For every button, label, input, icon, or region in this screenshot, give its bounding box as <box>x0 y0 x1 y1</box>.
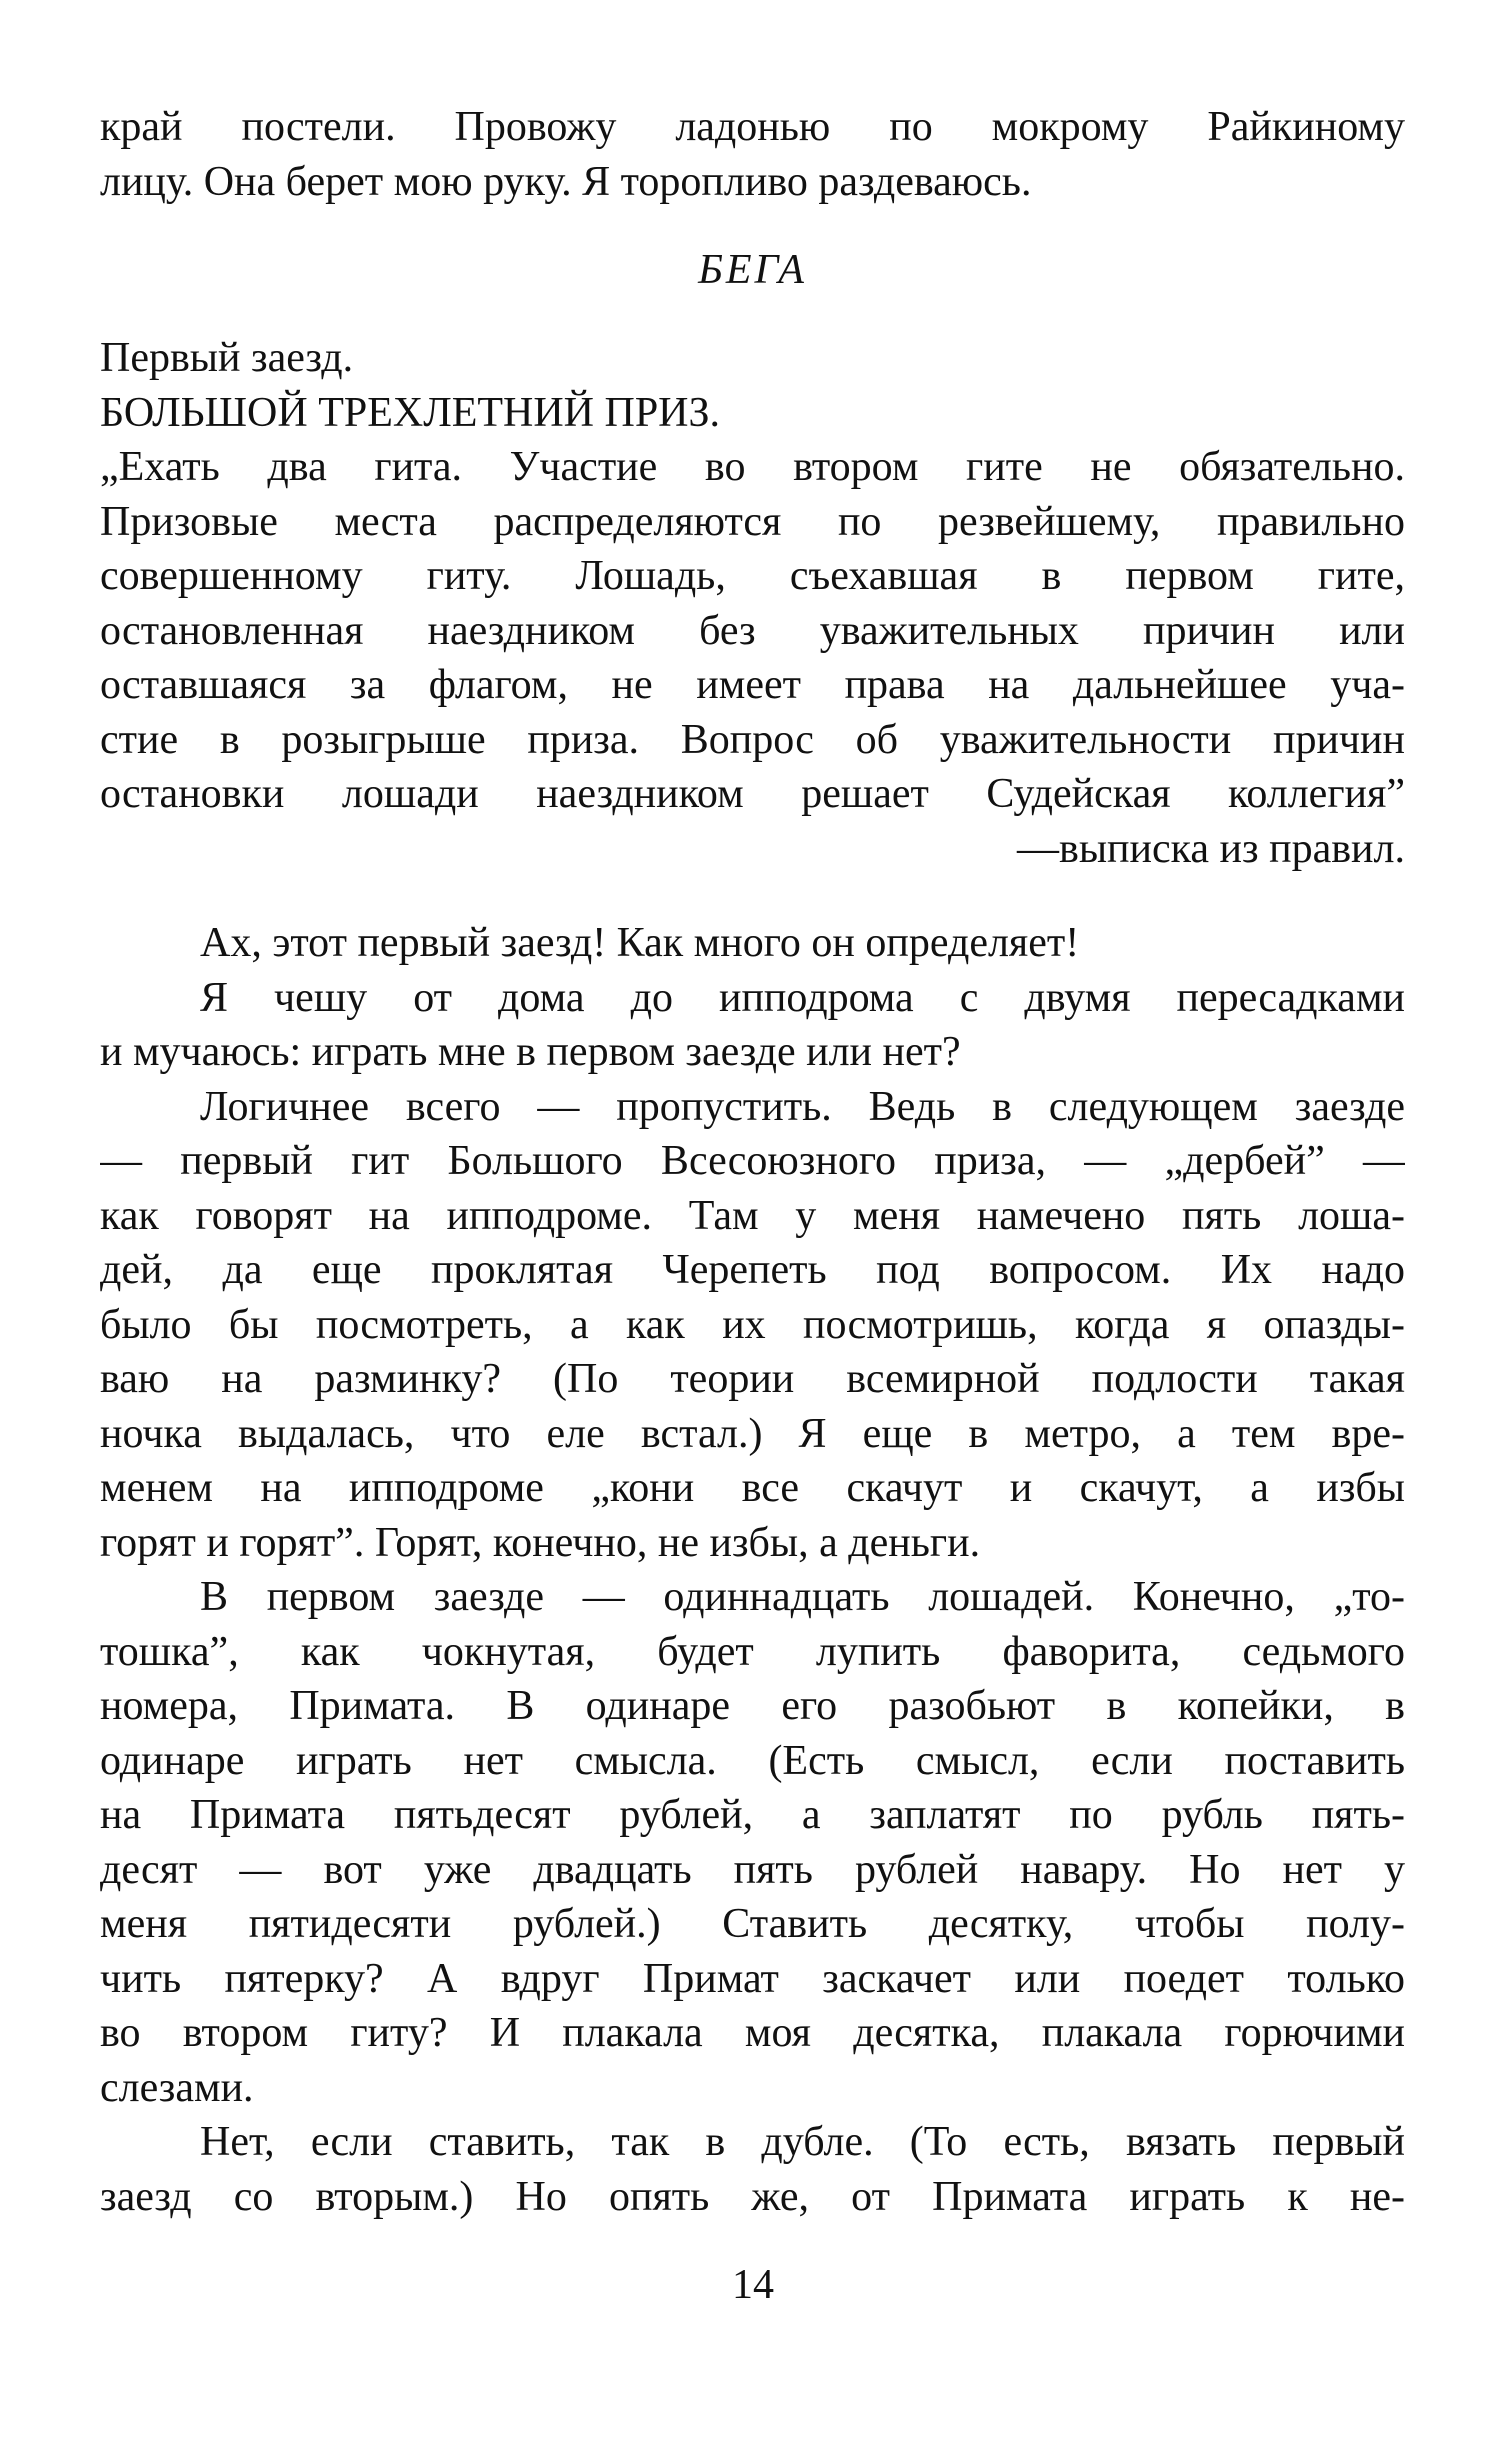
quote-line: совершенному гиту. Лошадь, съехавшая в первом гите, <box>100 553 1405 599</box>
paragraph <box>100 1080 1405 1571</box>
text-line: Нет, если ставить, так в дубле. (То есть, вязать первый <box>200 2119 1405 2165</box>
text-line: лицу. Она берет мою руку. Я торопливо раздеваюсь. <box>100 158 1032 205</box>
text-line: номера, Примата. В одинаре его разобьют в копейки, в <box>100 1683 1405 1729</box>
text-line: было бы посмотреть, а как их посмотришь, когда я опазды- <box>100 1301 1405 1348</box>
text-line: чить пятерку? А вдруг Примат заскачет или поедет только <box>100 1955 1405 2002</box>
text-line: горят и горят”. Горят, конечно, не избы, а деньги. <box>100 1519 981 1566</box>
quote-line: оставшаяся за флагом, не имеет права на дальнейшее уча- <box>100 662 1405 708</box>
text-line: дей, да еще проклятая Черепеть под вопросом. Их надо <box>100 1247 1405 1293</box>
paragraph-gap <box>100 876 1405 916</box>
paragraph <box>100 2115 1405 2224</box>
race-header <box>100 331 1405 440</box>
text-line: Логичнее всего — пропустить. Ведь в следующем заезде <box>200 1083 1405 1130</box>
opening-paragraph <box>100 100 1405 209</box>
page-body <box>100 100 1405 2224</box>
quote-line: Призовые места распределяются по резвейшему, правильно <box>100 498 1405 545</box>
text-line: В первом заезде — одиннадцать лошадей. Конечно, „то- <box>200 1574 1405 1620</box>
rules-quote <box>100 440 1405 876</box>
text-line: на Примата пятьдесят рублей, а заплатят по рубль пять- <box>100 1792 1405 1838</box>
text-line: как говорят на ипподроме. Там у меня намечено пять лоша- <box>100 1192 1405 1239</box>
text-line: одинаре играть нет смысла. (Есть смысл, если поставить <box>100 1737 1405 1784</box>
text-line: — первый гит Большого Всесоюзного приза, — „дербей” — <box>100 1138 1405 1184</box>
text-line: слезами. <box>100 2064 254 2111</box>
text-line: тошка”, как чокнутая, будет лупить фаворита, седьмого <box>100 1628 1405 1675</box>
quote-line: стие в розыгрыше приза. Вопрос об уважительности причин <box>100 716 1405 763</box>
quote-line: остановки лошади наездником решает Судейская коллегия” <box>100 771 1405 817</box>
paragraph <box>100 916 1405 971</box>
text-line: Я чешу от дома до ипподрома с двумя пересадками <box>200 974 1405 1021</box>
paragraph <box>100 1570 1405 2115</box>
text-line: ваю на разминку? (По теории всемирной подлости такая <box>100 1356 1405 1402</box>
page-number: 14 <box>732 2262 774 2308</box>
race-label: Первый заезд. <box>100 335 354 381</box>
prize-title: БОЛЬШОЙ ТРЕХЛЕТНИЙ ПРИЗ. <box>100 389 721 436</box>
quote-line: остановленная наездником без уважительных причин или <box>100 607 1405 654</box>
text-line: и мучаюсь: играть мне в первом заезде или нет? <box>100 1029 961 1075</box>
text-line: заезд со вторым.) Но опять же, от Примата играть к не- <box>100 2173 1405 2220</box>
text-line: десят — вот уже двадцать пять рублей навару. Но нет у <box>100 1846 1405 1893</box>
text-line: менем на ипподроме „кони все скачут и скачут, а избы <box>100 1465 1405 1511</box>
text-line: во втором гиту? И плакала моя десятка, плакала горючими <box>100 2010 1405 2056</box>
text-line: меня пятидесяти рублей.) Ставить десятку, чтобы полу- <box>100 1901 1405 1947</box>
quote-source: —выписка из правил. <box>1016 825 1405 872</box>
text-line: ночка выдалась, что еле встал.) Я еще в метро, а тем вре- <box>100 1410 1405 1457</box>
text-line: край постели. Провожу ладонью по мокрому Райкиному <box>100 104 1405 150</box>
section-title: БЕГА <box>698 247 807 293</box>
text-line: Ах, этот первый заезд! Как много он определяет! <box>200 920 1080 966</box>
paragraph <box>100 971 1405 1080</box>
quote-line: „Ехать два гита. Участие во втором гите не обязательно. <box>100 444 1405 490</box>
